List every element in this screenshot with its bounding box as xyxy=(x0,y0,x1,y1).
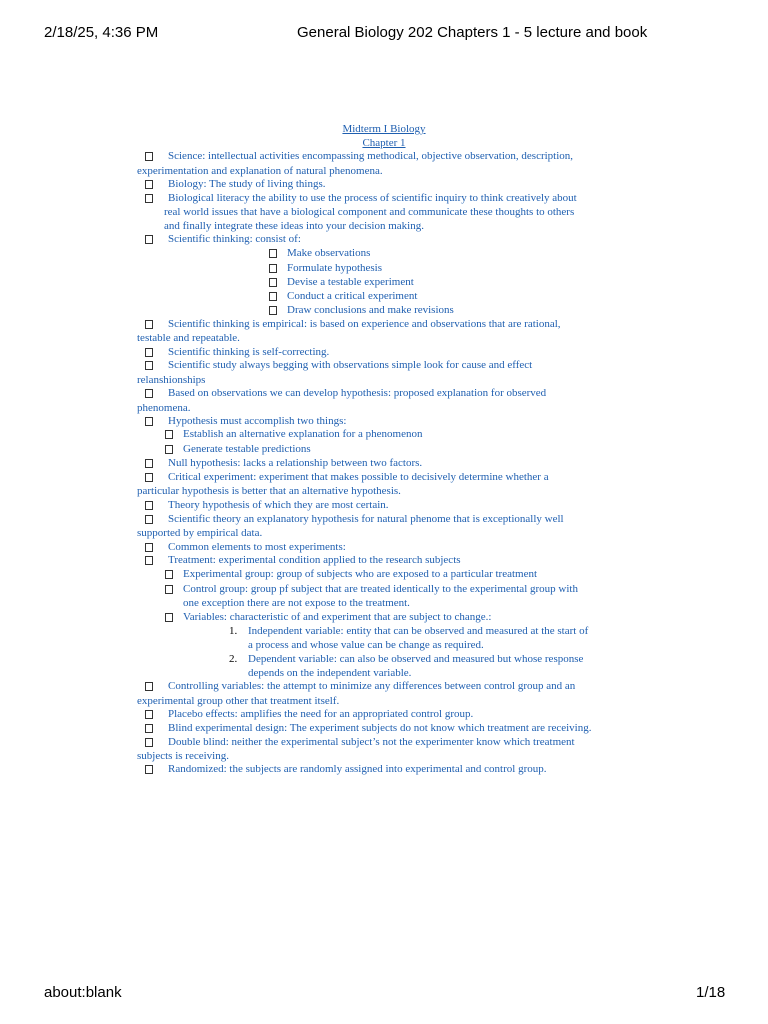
note-line: experimentation and explanation of natural phenomena. xyxy=(137,165,383,177)
note-line: Blind experimental design: The experiment subjects do not know which treatment are receiving. xyxy=(168,722,592,734)
note-line: Based on observations we can develop hypothesis: proposed explanation for observed xyxy=(168,387,547,399)
note-line: Variables: characteristic of and experiment that are subject to change.: xyxy=(183,611,492,623)
note-line: Make observations xyxy=(287,247,371,259)
bullet-marker xyxy=(145,556,153,565)
bullet-marker xyxy=(165,430,173,439)
note-line: Randomized: the subjects are randomly assigned into experimental and control group. xyxy=(168,763,547,775)
bullet-marker xyxy=(145,738,153,747)
note-line: depends on the independent variable. xyxy=(248,667,412,679)
print-datetime: 2/18/25, 4:36 PM xyxy=(44,24,159,41)
bullet-marker xyxy=(145,389,153,398)
print-page-number: 1/18 xyxy=(696,984,726,1001)
note-line: Null hypothesis: lacks a relationship between two factors. xyxy=(168,457,423,469)
bullet-marker xyxy=(165,570,173,579)
bullet-marker xyxy=(269,264,277,273)
note-line: Experimental group: group of subjects who are exposed to a particular treatment xyxy=(183,568,538,580)
note-line: Scientific thinking is self-correcting. xyxy=(168,346,330,358)
bullet-marker xyxy=(145,501,153,510)
bullet-marker xyxy=(145,417,153,426)
bullet-marker xyxy=(145,320,153,329)
note-line: Critical experiment: experiment that makes possible to decisively determine whether a xyxy=(168,471,549,483)
doc-chapter: Chapter 1 xyxy=(362,137,406,149)
note-line: Common elements to most experiments: xyxy=(168,541,346,553)
note-line: and finally integrate these ideas into your decision making. xyxy=(164,220,424,232)
bullet-marker xyxy=(145,459,153,468)
bullet-marker xyxy=(269,278,277,287)
note-line: Dependent variable: can also be observed and measured but whose response xyxy=(248,653,584,665)
bullet-marker xyxy=(145,543,153,552)
note-line: relanshionships xyxy=(137,374,206,386)
note-line: Control group: group pf subject that are treated identically to the experimental group with xyxy=(183,583,578,595)
note-line: experimental group other that treatment itself. xyxy=(137,695,340,707)
note-line: Devise a testable experiment xyxy=(287,276,414,288)
bullet-marker xyxy=(165,585,173,594)
bullet-marker xyxy=(269,292,277,301)
bullet-marker xyxy=(145,515,153,524)
note-line: Controlling variables: the attempt to minimize any differences between control group and an xyxy=(168,680,576,692)
note-line: supported by empirical data. xyxy=(137,527,263,539)
bullet-marker xyxy=(145,682,153,691)
bullet-marker xyxy=(145,152,153,161)
note-line: Biology: The study of living things. xyxy=(168,178,326,190)
note-line: phenomena. xyxy=(137,402,191,414)
bullet-marker xyxy=(145,473,153,482)
list-number: 1. xyxy=(229,625,238,637)
list-number: 2. xyxy=(229,653,238,665)
note-line: Scientific study always begging with observations simple look for cause and effect xyxy=(168,359,533,371)
note-line: Theory hypothesis of which they are most certain. xyxy=(168,499,389,511)
note-line: Double blind: neither the experimental subject’s not the experimenter know which treatment xyxy=(168,736,575,748)
bullet-marker xyxy=(269,249,277,258)
note-line: real world issues that have a biological component and communicate these thoughts to others xyxy=(164,206,575,218)
note-line: Scientific theory an explanatory hypothesis for natural phenome that is exceptionally well xyxy=(168,513,564,525)
note-line: a process and whose value can be change as required. xyxy=(248,639,484,651)
bullet-marker xyxy=(145,194,153,203)
print-title: General Biology 202 Chapters 1 - 5 lecture and book xyxy=(297,24,648,41)
bullet-marker xyxy=(165,445,173,454)
bullet-marker xyxy=(145,180,153,189)
bullet-marker xyxy=(145,710,153,719)
note-line: Scientific thinking: consist of: xyxy=(168,233,301,245)
bullet-marker xyxy=(145,765,153,774)
note-line: Biological literacy the ability to use the process of scientific inquiry to think creatively about xyxy=(168,192,577,204)
bullet-marker xyxy=(165,613,173,622)
print-url: about:blank xyxy=(44,984,122,1001)
note-line: Conduct a critical experiment xyxy=(287,290,418,302)
note-line: Hypothesis must accomplish two things: xyxy=(168,415,347,427)
note-line: one exception there are not expose to the treatment. xyxy=(183,597,410,609)
note-line: Placebo effects: amplifies the need for an appropriated control group. xyxy=(168,708,474,720)
bullet-marker xyxy=(145,361,153,370)
note-line: Generate testable predictions xyxy=(183,443,311,455)
note-line: Draw conclusions and make revisions xyxy=(287,304,454,316)
note-line: Treatment: experimental condition applied to the research subjects xyxy=(168,554,461,566)
note-line: Formulate hypothesis xyxy=(287,262,383,274)
bullet-marker xyxy=(145,235,153,244)
note-line: Scientific thinking is empirical: is based on experience and observations that are rational, xyxy=(168,318,561,330)
note-line: subjects is receiving. xyxy=(137,750,229,762)
note-line: particular hypothesis is better that an alternative hypothesis. xyxy=(137,485,401,497)
doc-title: Midterm I Biology xyxy=(342,123,426,135)
note-line: Establish an alternative explanation for a phenomenon xyxy=(183,428,423,440)
bullet-marker xyxy=(145,348,153,357)
bullet-marker xyxy=(269,306,277,315)
note-line: testable and repeatable. xyxy=(137,332,240,344)
note-line: Science: intellectual activities encompassing methodical, objective observation, description, xyxy=(168,150,574,162)
note-line: Independent variable: entity that can be observed and measured at the start of xyxy=(248,625,589,637)
bullet-marker xyxy=(145,724,153,733)
